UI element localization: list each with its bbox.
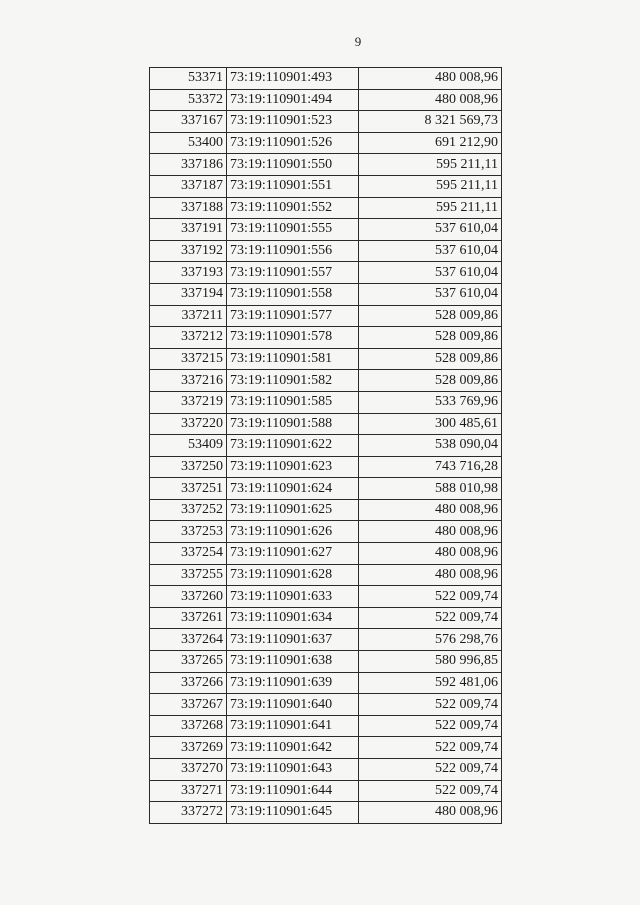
- row-number-cell: 337186: [150, 154, 227, 176]
- cadastral-number-cell: 73:19:110901:577: [227, 305, 359, 327]
- cadastral-value-cell: 522 009,74: [359, 694, 502, 716]
- cadastral-value-cell: 537 610,04: [359, 219, 502, 241]
- cadastral-value-cell: 480 008,96: [359, 564, 502, 586]
- row-number-cell: 337267: [150, 694, 227, 716]
- table-row: [150, 564, 502, 586]
- cadastral-number-cell: 73:19:110901:641: [227, 715, 359, 737]
- table-row: [150, 543, 502, 565]
- cadastral-number-cell: 73:19:110901:640: [227, 694, 359, 716]
- cadastral-value-cell: 480 008,96: [359, 68, 502, 90]
- table-row: [150, 499, 502, 521]
- table-row: [150, 262, 502, 284]
- row-number-cell: 337272: [150, 802, 227, 824]
- table-row: [150, 521, 502, 543]
- table-row: [150, 305, 502, 327]
- row-number-cell: 337212: [150, 327, 227, 349]
- table-row: [150, 435, 502, 457]
- cadastral-number-cell: 73:19:110901:557: [227, 262, 359, 284]
- cadastral-number-cell: 73:19:110901:581: [227, 348, 359, 370]
- table-row: [150, 219, 502, 241]
- row-number-cell: 337216: [150, 370, 227, 392]
- cadastral-number-cell: 73:19:110901:623: [227, 456, 359, 478]
- cadastral-value-cell: 580 996,85: [359, 651, 502, 673]
- table-row: [150, 737, 502, 759]
- cadastral-number-cell: 73:19:110901:645: [227, 802, 359, 824]
- table-row: [150, 715, 502, 737]
- cadastral-number-cell: 73:19:110901:582: [227, 370, 359, 392]
- cadastral-number-cell: 73:19:110901:625: [227, 499, 359, 521]
- cadastral-number-cell: 73:19:110901:552: [227, 197, 359, 219]
- table-row: [150, 607, 502, 629]
- cadastral-number-cell: 73:19:110901:628: [227, 564, 359, 586]
- row-number-cell: 337251: [150, 478, 227, 500]
- row-number-cell: 337167: [150, 111, 227, 133]
- cadastral-value-cell: 480 008,96: [359, 89, 502, 111]
- row-number-cell: 337271: [150, 780, 227, 802]
- table-row: [150, 370, 502, 392]
- cadastral-number-cell: 73:19:110901:578: [227, 327, 359, 349]
- table-row: [150, 672, 502, 694]
- row-number-cell: 53371: [150, 68, 227, 90]
- row-number-cell: 337250: [150, 456, 227, 478]
- page-number: 9: [354, 34, 362, 49]
- cadastral-number-cell: 73:19:110901:556: [227, 240, 359, 262]
- table-row: [150, 154, 502, 176]
- row-number-cell: 337193: [150, 262, 227, 284]
- cadastral-value-cell: 538 090,04: [359, 435, 502, 457]
- cadastral-number-cell: 73:19:110901:555: [227, 219, 359, 241]
- row-number-cell: 337265: [150, 651, 227, 673]
- cadastral-value-cell: 595 211,11: [359, 154, 502, 176]
- row-number-cell: 337253: [150, 521, 227, 543]
- cadastral-value-cell: 691 212,90: [359, 132, 502, 154]
- cadastral-value-table: [149, 67, 502, 824]
- row-number-cell: 337252: [150, 499, 227, 521]
- table-row: [150, 629, 502, 651]
- cadastral-value-cell: 743 716,28: [359, 456, 502, 478]
- table-row: [150, 68, 502, 90]
- table-row: [150, 651, 502, 673]
- table-row: [150, 111, 502, 133]
- row-number-cell: 53400: [150, 132, 227, 154]
- cadastral-value-cell: 480 008,96: [359, 802, 502, 824]
- row-number-cell: 337191: [150, 219, 227, 241]
- row-number-cell: 337261: [150, 607, 227, 629]
- cadastral-value-cell: 522 009,74: [359, 780, 502, 802]
- table-row: [150, 413, 502, 435]
- cadastral-number-cell: 73:19:110901:622: [227, 435, 359, 457]
- table-row: [150, 780, 502, 802]
- table-body: [150, 68, 502, 824]
- row-number-cell: 337192: [150, 240, 227, 262]
- table-row: [150, 759, 502, 781]
- cadastral-number-cell: 73:19:110901:624: [227, 478, 359, 500]
- cadastral-value-cell: 522 009,74: [359, 759, 502, 781]
- cadastral-value-cell: 522 009,74: [359, 586, 502, 608]
- row-number-cell: 337269: [150, 737, 227, 759]
- table-row: [150, 197, 502, 219]
- cadastral-value-cell: 522 009,74: [359, 607, 502, 629]
- table-row: [150, 478, 502, 500]
- cadastral-number-cell: 73:19:110901:494: [227, 89, 359, 111]
- table-row: [150, 240, 502, 262]
- cadastral-number-cell: 73:19:110901:633: [227, 586, 359, 608]
- cadastral-number-cell: 73:19:110901:523: [227, 111, 359, 133]
- cadastral-value-cell: 537 610,04: [359, 240, 502, 262]
- cadastral-value-cell: 480 008,96: [359, 521, 502, 543]
- cadastral-value-cell: 8 321 569,73: [359, 111, 502, 133]
- cadastral-value-cell: 528 009,86: [359, 305, 502, 327]
- row-number-cell: 53409: [150, 435, 227, 457]
- cadastral-value-cell: 576 298,76: [359, 629, 502, 651]
- cadastral-value-cell: 537 610,04: [359, 262, 502, 284]
- cadastral-value-cell: 533 769,96: [359, 391, 502, 413]
- cadastral-value-cell: 537 610,04: [359, 283, 502, 305]
- table-row: [150, 694, 502, 716]
- cadastral-number-cell: 73:19:110901:627: [227, 543, 359, 565]
- cadastral-number-cell: 73:19:110901:551: [227, 175, 359, 197]
- cadastral-number-cell: 73:19:110901:642: [227, 737, 359, 759]
- cadastral-number-cell: 73:19:110901:644: [227, 780, 359, 802]
- cadastral-value-cell: 300 485,61: [359, 413, 502, 435]
- table-row: [150, 802, 502, 824]
- row-number-cell: 337211: [150, 305, 227, 327]
- cadastral-number-cell: 73:19:110901:638: [227, 651, 359, 673]
- cadastral-value-cell: 480 008,96: [359, 543, 502, 565]
- row-number-cell: 337270: [150, 759, 227, 781]
- row-number-cell: 337220: [150, 413, 227, 435]
- row-number-cell: 337255: [150, 564, 227, 586]
- row-number-cell: 337215: [150, 348, 227, 370]
- table-row: [150, 586, 502, 608]
- table-row: [150, 175, 502, 197]
- cadastral-number-cell: 73:19:110901:634: [227, 607, 359, 629]
- row-number-cell: 337268: [150, 715, 227, 737]
- cadastral-number-cell: 73:19:110901:639: [227, 672, 359, 694]
- table-row: [150, 327, 502, 349]
- cadastral-value-cell: 528 009,86: [359, 348, 502, 370]
- table-row: [150, 132, 502, 154]
- row-number-cell: 337194: [150, 283, 227, 305]
- cadastral-number-cell: 73:19:110901:526: [227, 132, 359, 154]
- row-number-cell: 337219: [150, 391, 227, 413]
- cadastral-number-cell: 73:19:110901:585: [227, 391, 359, 413]
- table-row: [150, 283, 502, 305]
- cadastral-value-cell: 522 009,74: [359, 737, 502, 759]
- table-row: [150, 456, 502, 478]
- cadastral-number-cell: 73:19:110901:558: [227, 283, 359, 305]
- cadastral-number-cell: 73:19:110901:493: [227, 68, 359, 90]
- cadastral-value-cell: 522 009,74: [359, 715, 502, 737]
- cadastral-number-cell: 73:19:110901:637: [227, 629, 359, 651]
- row-number-cell: 337188: [150, 197, 227, 219]
- cadastral-value-cell: 595 211,11: [359, 197, 502, 219]
- cadastral-number-cell: 73:19:110901:588: [227, 413, 359, 435]
- cadastral-value-cell: 592 481,06: [359, 672, 502, 694]
- cadastral-value-cell: 595 211,11: [359, 175, 502, 197]
- cadastral-number-cell: 73:19:110901:626: [227, 521, 359, 543]
- row-number-cell: 337187: [150, 175, 227, 197]
- row-number-cell: 337254: [150, 543, 227, 565]
- row-number-cell: 337264: [150, 629, 227, 651]
- table-row: [150, 89, 502, 111]
- table-row: [150, 391, 502, 413]
- row-number-cell: 337266: [150, 672, 227, 694]
- cadastral-value-cell: 528 009,86: [359, 327, 502, 349]
- cadastral-value-cell: 480 008,96: [359, 499, 502, 521]
- row-number-cell: 337260: [150, 586, 227, 608]
- cadastral-value-cell: 528 009,86: [359, 370, 502, 392]
- row-number-cell: 53372: [150, 89, 227, 111]
- cadastral-number-cell: 73:19:110901:643: [227, 759, 359, 781]
- cadastral-value-cell: 588 010,98: [359, 478, 502, 500]
- cadastral-number-cell: 73:19:110901:550: [227, 154, 359, 176]
- table-row: [150, 348, 502, 370]
